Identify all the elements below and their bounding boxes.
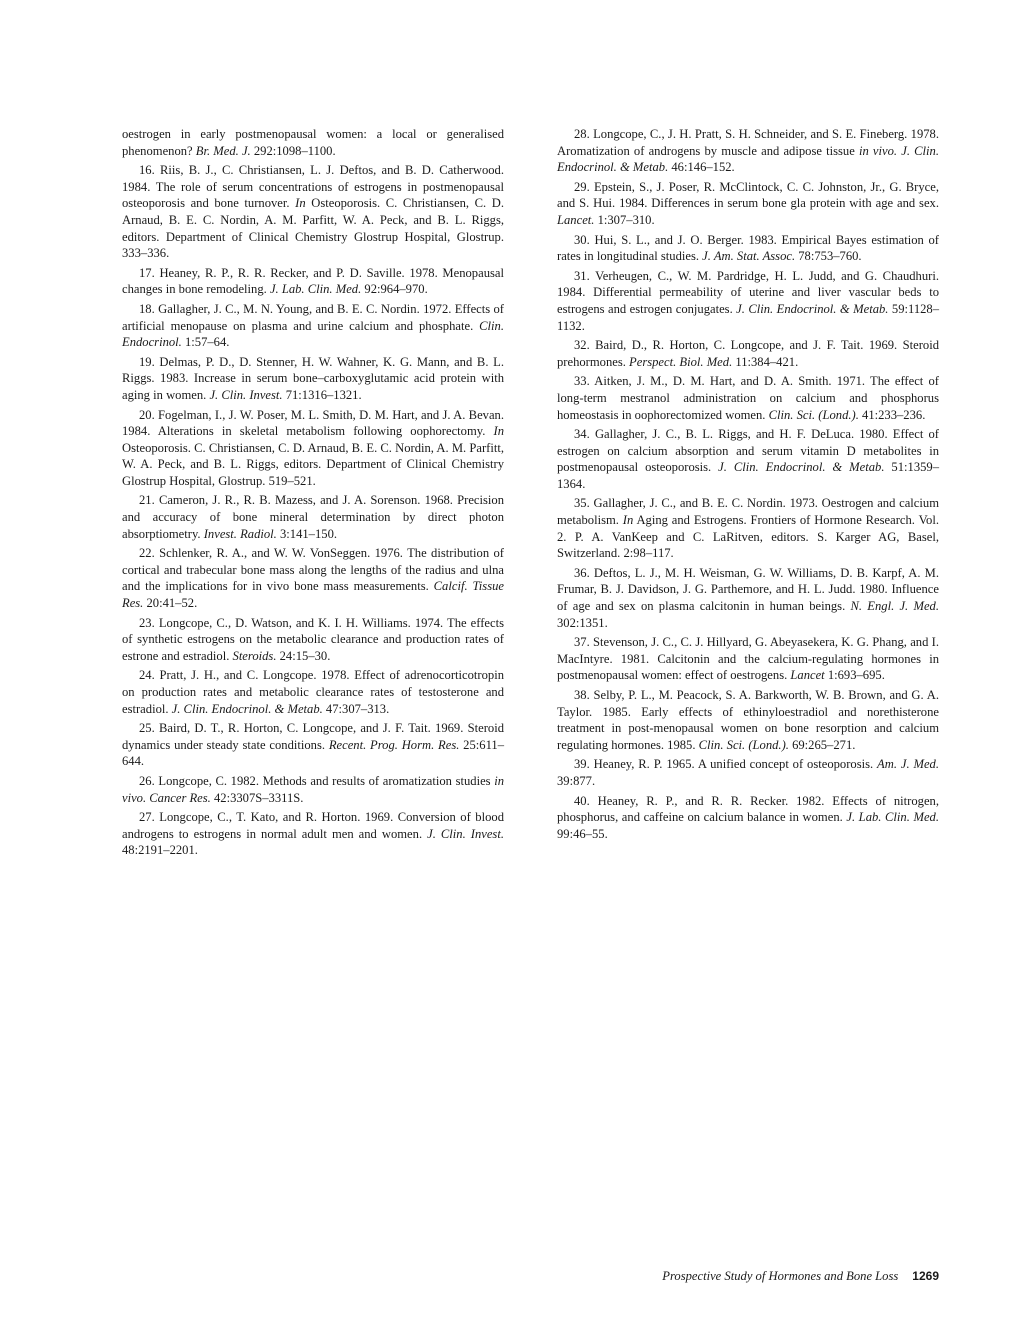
reference-journal: J. Clin. Invest.	[209, 387, 283, 402]
reference-text: Deftos, L. J., M. H. Weisman, G. W. Williams, D. B. Karpf, A. M. Frumar, B. J. Davidson, J. G. Parthemore, and H. L. Judd. 1980. Influence of age and sex on plasma calcitonin in human beings.	[557, 565, 939, 614]
reference-journal: Recent. Prog. Horm. Res.	[328, 737, 460, 752]
reference-entry	[122, 407, 504, 490]
reference-text: oestrogen in early postmenopausal women: a local or generalised phenomenon?	[122, 127, 504, 158]
reference-journal: Clin. Sci. (Lond.).	[698, 737, 789, 752]
reference-number: 37.	[574, 635, 590, 650]
reference-entry	[557, 565, 939, 631]
reference-journal: In	[295, 196, 306, 211]
reference-text: Epstein, S., J. Poser, R. McClintock, C. C. Johnston, Jr., G. Bryce, and S. Hui. 1984. Differences in serum bone gla protein with age and sex.	[557, 179, 939, 211]
reference-journal: Am. J. Med.	[877, 757, 939, 772]
reference-text: 78:753–760.	[795, 249, 862, 264]
reference-number: 22.	[139, 546, 155, 561]
reference-text: 51:1359–1364.	[557, 460, 940, 491]
reference-text: Longcope, C., T. Kato, and R. Horton. 1969. Conversion of blood androgens to estrogens in normal adult men and women.	[122, 810, 504, 841]
reference-journal: In	[622, 513, 634, 528]
reference-entry	[557, 179, 939, 229]
reference-text: Baird, D., R. Horton, C. Longcope, and J. F. Tait. 1969. Steroid prehormones.	[557, 338, 939, 369]
reference-journal: Clin. Sci. (Lond.).	[768, 407, 859, 422]
reference-number: 21.	[139, 493, 155, 508]
reference-number: 39.	[574, 757, 590, 772]
reference-entry	[557, 373, 939, 423]
reference-text: 302:1351.	[557, 615, 608, 630]
reference-number: 31.	[574, 268, 590, 283]
reference-text: Longcope, C., D. Watson, and K. I. H. Williams. 1974. The effects of synthetic estrogens on the metabolic clearance and production rates of estrone and estradiol.	[122, 615, 504, 663]
reference-text: Baird, D. T., R. Horton, C. Longcope, and J. F. Tait. 1969. Steroid dynamics under steady state conditions.	[122, 721, 504, 752]
reference-text: 292:1098–1100.	[250, 143, 336, 158]
reference-entry	[557, 793, 939, 843]
reference-text: Heaney, R. P. 1965. A unified concept of osteoporosis.	[593, 757, 878, 772]
reference-journal: Lancet.	[557, 212, 595, 227]
reference-text: 25:611–644.	[122, 737, 504, 769]
reference-journal: J. Am. Stat. Assoc.	[702, 249, 796, 264]
reference-text: 11:384–421.	[732, 354, 799, 369]
reference-number: 19.	[139, 354, 155, 369]
reference-text: 1:693–695.	[824, 668, 885, 683]
reference-number: 23.	[139, 615, 155, 630]
reference-entry	[557, 126, 939, 176]
reference-journal: Calcif. Tissue Res.	[122, 579, 504, 611]
reference-text: 48:2191–2201.	[122, 843, 198, 858]
reference-journal: J. Clin. Endocrinol. & Metab.	[736, 301, 889, 316]
reference-text: 42:3307S–3311S.	[210, 790, 304, 805]
reference-entry	[122, 301, 504, 351]
reference-journal: Lancet	[790, 668, 825, 683]
reference-number: 25.	[139, 721, 155, 736]
reference-number: 35.	[574, 496, 590, 511]
reference-text: 1:57–64.	[181, 335, 230, 350]
reference-journal: Steroids.	[232, 648, 277, 663]
reference-text: 46:146–152.	[668, 160, 735, 175]
reference-journal: J. Clin. Endocrinol. & Metab.	[171, 701, 323, 716]
reference-text: Longcope, C., J. H. Pratt, S. H. Schneider, and S. E. Fineberg. 1978. Aromatization of androgens by muscle and adipose tissue	[557, 127, 939, 158]
reference-text: Verheugen, C., W. M. Pardridge, H. L. Judd, and G. Chaudhuri. 1984. Differential permeability of uterine and liver vascular beds to estrogens and estrogen conjugates.	[557, 268, 939, 316]
reference-entry	[557, 268, 939, 334]
reference-number: 20.	[139, 407, 155, 422]
reference-journal: J. Lab. Clin. Med.	[269, 282, 362, 297]
reference-text: 47:307–313.	[322, 701, 390, 716]
reference-text: 3:141–150.	[276, 526, 338, 541]
reference-journal: Clin. Endocrinol.	[122, 318, 504, 350]
reference-entry	[557, 426, 939, 492]
reference-text: 1:307–310.	[594, 212, 655, 227]
reference-text: Longcope, C. 1982. Methods and results of aromatization studies	[158, 773, 495, 788]
reference-text: Osteoporosis. C. Christiansen, C. D. Arnaud, B. E. C. Nordin, A. M. Parfitt, W. A. Peck, and B. L. Riggs, editors. Department of Clinical Chemistry Glostrup Hospital, Glostrup. 519–521.	[122, 440, 504, 488]
reference-text: 39:877.	[557, 773, 596, 788]
reference-text: Hui, S. L., and J. O. Berger. 1983. Empirical Bayes estimation of rates in longitudinal studies.	[557, 232, 939, 264]
page-number: 1269	[912, 1269, 939, 1283]
references-right-column	[557, 126, 939, 845]
reference-number: 29.	[574, 179, 590, 194]
reference-entry	[122, 720, 504, 770]
reference-text: Aitken, J. M., D. M. Hart, and D. A. Smith. 1971. The effect of long-term mestranol administration on calcium and phosphorus homeostasis in oophorectomized women.	[557, 374, 939, 422]
reference-text: Selby, P. L., M. Peacock, S. A. Barkworth, W. B. Brown, and G. A. Taylor. 1985. Early effects of ethinyloestradiol and norethisterone treatment in post-menopausal women on bone resorption and calcium regulating hormones. 1985.	[557, 688, 939, 752]
reference-entry	[122, 667, 504, 717]
reference-text: Cameron, J. R., R. B. Mazess, and J. A. Sorenson. 1968. Precision and accuracy of bone mineral determination by direct photon absorptiometry.	[122, 493, 504, 541]
reference-entry	[122, 809, 504, 859]
reference-text: Gallagher, J. C., and B. E. C. Nordin. 1973. Oestrogen and calcium metabolism.	[557, 496, 939, 528]
reference-number: 27.	[139, 810, 155, 825]
reference-journal: in vivo. J. Clin. Endocrinol. & Metab.	[557, 143, 939, 175]
reference-journal: J. Clin. Endocrinol. & Metab.	[718, 460, 885, 475]
reference-text: Gallagher, J. C., M. N. Young, and B. E. C. Nordin. 1972. Effects of artificial menopause on plasma and urine calcium and phosphate.	[122, 301, 504, 333]
reference-text: Riis, B. J., C. Christiansen, L. J. Deftos, and B. D. Catherwood. 1984. The role of serum concentrations of estrogens in postmenopausal osteoporosis and bone turnover.	[122, 163, 504, 211]
reference-text: 69:265–271.	[788, 737, 856, 752]
reference-number: 16.	[139, 163, 155, 178]
reference-journal: In	[493, 424, 504, 439]
reference-text: Osteoporosis. C. Christiansen, C. D. Arnaud, B. E. C. Nordin, A. M. Parfitt, W. A. Peck, and B. L. Riggs, editors. Department of Clinical Chemistry Glostrup Hospital, Glostrup. 333–336.	[122, 196, 505, 261]
reference-entry	[557, 337, 939, 370]
reference-text: Fogelman, I., J. W. Poser, M. L. Smith, D. M. Hart, and J. A. Bevan. 1984. Alterations in skeletal metabolism following oophorectomy.	[122, 407, 504, 439]
running-title: Prospective Study of Hormones and Bone Loss	[662, 1269, 899, 1283]
reference-text: 59:1128–1132.	[557, 301, 940, 333]
reference-text: Schlenker, R. A., and W. W. VonSeggen. 1976. The distribution of cortical and trabecular bone mass along the lengths of the radius and ulna and the implications for in vivo bone mass measurements.	[122, 546, 504, 594]
reference-number: 33.	[574, 374, 590, 389]
reference-number: 34.	[574, 427, 590, 442]
reference-entry	[557, 495, 939, 561]
reference-text: Aging and Estrogens. Frontiers of Hormone Research. Vol. 2. P. A. VanKeep and C. LaRitven, editors. S. Karger AG, Basel, Switzerland. 2:98–117.	[557, 513, 939, 561]
reference-text: 99:46–55.	[557, 826, 608, 841]
reference-entry	[557, 687, 939, 753]
reference-entry	[122, 615, 504, 665]
reference-text: 71:1316–1321.	[282, 387, 362, 402]
reference-journal: in vivo. Cancer Res.	[122, 773, 504, 805]
reference-text: 24:15–30.	[276, 648, 331, 663]
reference-number: 17.	[139, 265, 155, 280]
reference-text: Heaney, R. P., R. R. Recker, and P. D. Saville. 1978. Menopausal changes in bone remodeling.	[122, 265, 504, 297]
reference-number: 32.	[574, 338, 590, 353]
reference-number: 40.	[574, 793, 590, 808]
reference-journal: Invest. Radiol.	[203, 526, 277, 541]
page-footer	[557, 1268, 939, 1284]
reference-entry	[122, 492, 504, 542]
reference-entry	[557, 232, 939, 265]
reference-number: 18.	[139, 301, 155, 316]
reference-text: Heaney, R. P., and R. R. Recker. 1982. Effects of nitrogen, phosphorus, and caffeine on calcium balance in women.	[557, 793, 939, 825]
references-left-column	[122, 126, 504, 862]
reference-journal: Br. Med. J.	[195, 143, 251, 158]
reference-entry	[557, 756, 939, 789]
reference-number: 28.	[574, 127, 590, 141]
reference-text: 92:964–970.	[361, 282, 428, 297]
reference-text: 41:233–236.	[858, 407, 926, 422]
reference-number: 24.	[139, 668, 155, 683]
reference-entry	[122, 545, 504, 611]
reference-text: 20:41–52.	[143, 596, 198, 611]
reference-journal: J. Lab. Clin. Med.	[846, 810, 939, 825]
reference-number: 30.	[574, 232, 590, 247]
reference-journal: J. Clin. Invest.	[427, 826, 504, 841]
reference-text: Pratt, J. H., and C. Longcope. 1978. Effect of adrenocorticotropin on production rates and metabolic clearance rates of testosterone and estradiol.	[122, 668, 504, 716]
reference-journal: Perspect. Biol. Med.	[629, 354, 733, 369]
reference-entry	[122, 354, 504, 404]
reference-entry	[122, 162, 504, 262]
reference-entry	[122, 265, 504, 298]
reference-entry	[122, 773, 504, 806]
reference-entry	[122, 126, 504, 159]
reference-number: 36.	[574, 565, 590, 580]
reference-text: Stevenson, J. C., C. J. Hillyard, G. Abeyasekera, K. G. Phang, and I. MacIntyre. 1981. Calcitonin and the calcium-regulating hormones in postmenopausal women: effect of oestrogens.	[557, 635, 939, 683]
reference-number: 26.	[139, 773, 155, 788]
reference-entry	[557, 634, 939, 684]
reference-journal: N. Engl. J. Med.	[850, 599, 939, 614]
reference-number: 38.	[574, 688, 590, 702]
reference-text: Gallagher, J. C., B. L. Riggs, and H. F. DeLuca. 1980. Effect of estrogen on calcium absorption and serum vitamin D metabolites in postmenopausal osteoporosis.	[557, 427, 939, 475]
reference-text: Delmas, P. D., D. Stenner, H. W. Wahner, K. G. Mann, and B. L. Riggs. 1983. Increase in serum bone–carboxyglutamic acid protein with aging in women.	[122, 354, 504, 402]
